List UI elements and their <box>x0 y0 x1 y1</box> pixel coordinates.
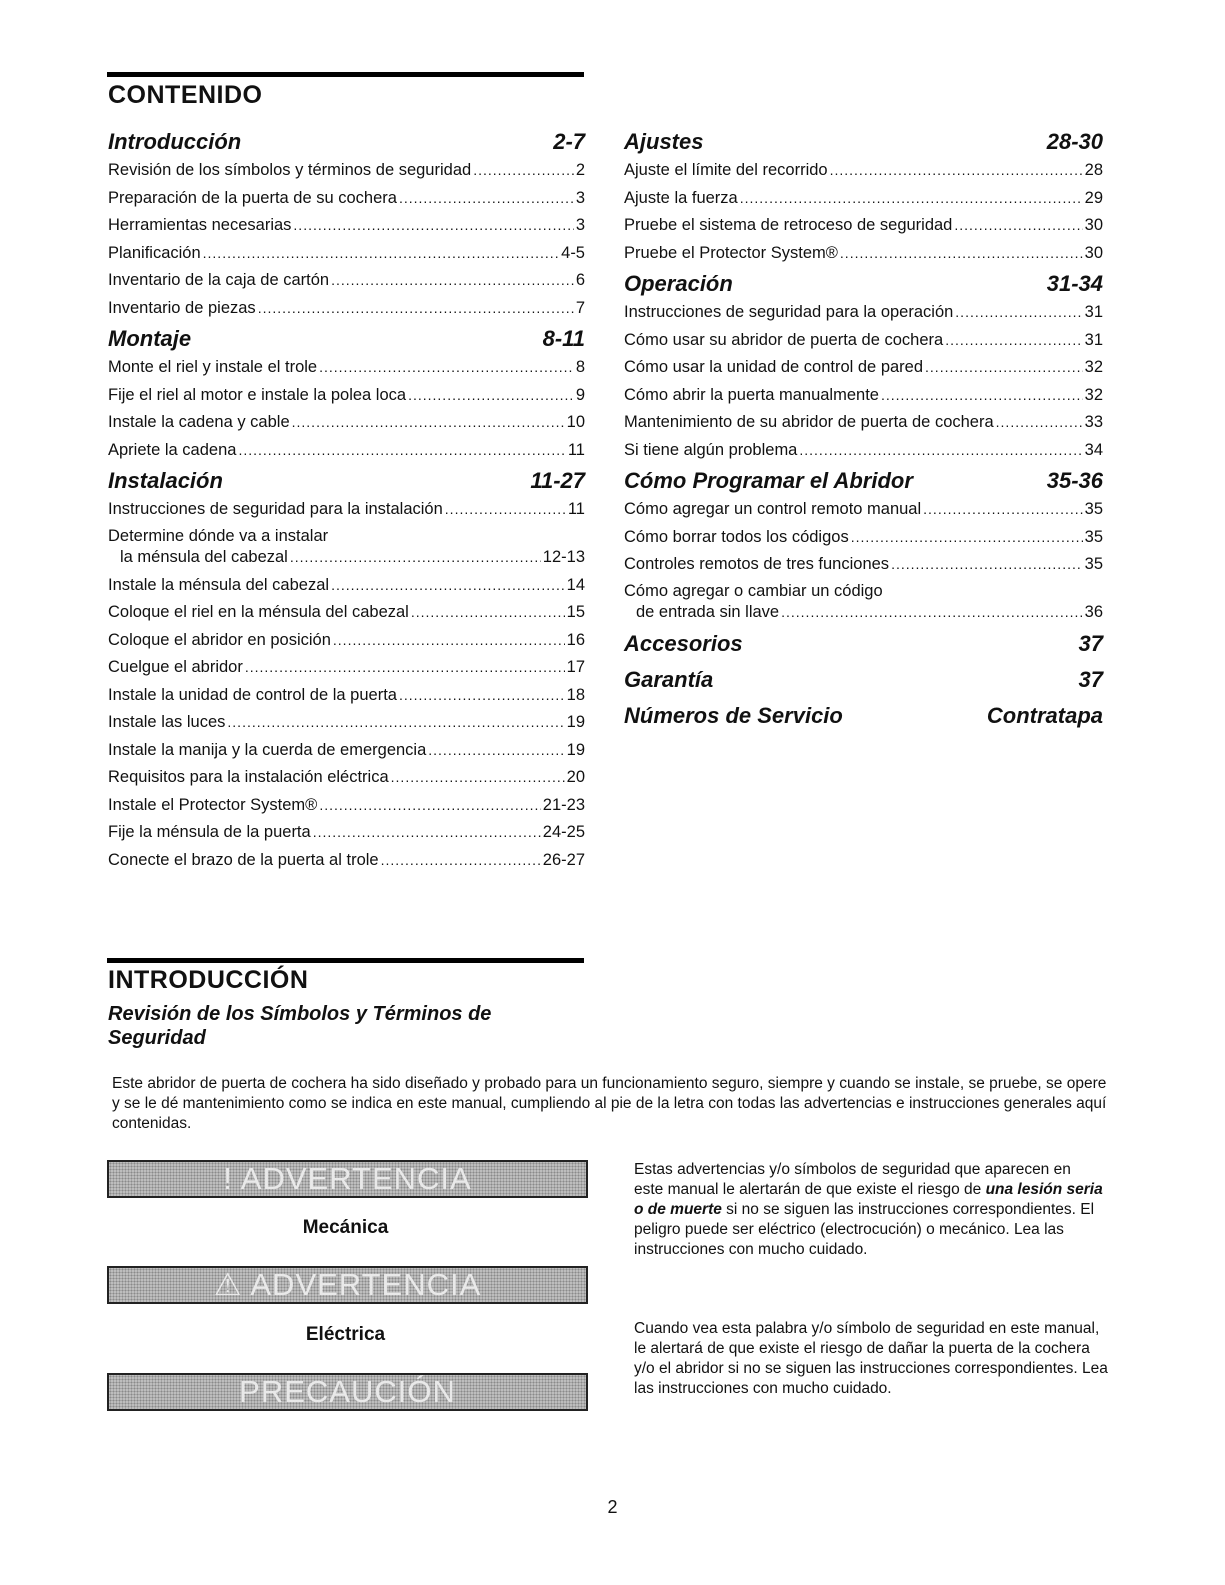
toc-entry <box>624 496 1103 524</box>
toc-section-title: Operación <box>624 271 733 296</box>
warning-text-emphasis: una lesión seria o de muerte <box>634 1181 1103 1218</box>
toc-entry <box>108 847 585 875</box>
toc-entry-label: Coloque el riel en la ménsula del cabezal <box>108 603 409 621</box>
warning-explanation <box>634 1160 1104 1260</box>
toc-entry-page: 36 <box>1084 602 1103 621</box>
toc-entry-page: 24-25 <box>542 823 585 841</box>
toc-section-pages: 37 <box>1078 630 1103 656</box>
toc-entry-page: 31 <box>1084 330 1103 349</box>
toc-entry-page: 12-13 <box>542 547 585 566</box>
toc-entry <box>108 496 585 524</box>
toc-section-title: Números de Servicio <box>624 702 843 728</box>
toc-leader-dots <box>891 551 1083 579</box>
toc-leader-dots <box>399 185 574 213</box>
toc-entry-page: 7 <box>575 298 585 317</box>
toc-entry <box>624 437 1103 465</box>
toc-leader-dots <box>473 157 574 185</box>
toc-entry-label: Cómo usar su abridor de puerta de cochera <box>624 330 944 349</box>
toc-entry-label: Si tiene algún problema <box>624 440 798 459</box>
toc-entry <box>108 295 585 323</box>
toc-entry-page: 29 <box>1084 188 1103 207</box>
toc-leader-dots <box>996 409 1083 437</box>
toc-section-title: Garantía <box>624 666 714 692</box>
toc-entry-page: 20 <box>566 768 585 786</box>
toc-leader-dots <box>781 602 1083 623</box>
toc-leader-dots <box>411 599 565 627</box>
toc-leader-dots <box>319 354 574 382</box>
toc-entry-label: Instrucciones de seguridad para la instalación <box>108 500 443 518</box>
toc-entry-page: 9 <box>575 385 585 404</box>
toc-section-heading <box>108 466 585 496</box>
toc-entry-page: 16 <box>566 630 585 649</box>
toc-section-pages: 35-36 <box>1046 468 1103 493</box>
toc-entry-label: Controles remotos de tres funciones <box>624 555 890 573</box>
toc-section-heading <box>624 127 1103 157</box>
toc-leader-dots <box>391 764 565 792</box>
toc-entry <box>624 185 1103 213</box>
toc-left-column <box>108 125 585 874</box>
toc-entry-page: 18 <box>566 685 585 704</box>
toc-entry <box>108 819 585 847</box>
toc-entry-label: Instale el Protector System® <box>108 795 318 814</box>
toc-entry <box>108 572 585 600</box>
toc-entry-label: Instale las luces <box>108 713 226 731</box>
toc-section-heading <box>624 629 1103 659</box>
toc-entry-label: Cómo usar la unidad de control de pared <box>624 358 924 376</box>
toc-leader-dots <box>290 547 541 568</box>
toc-section-pages: 8-11 <box>542 326 585 351</box>
page-number: 2 <box>607 1497 618 1517</box>
toc-section-title: Cómo Programar el Abridor <box>624 468 913 493</box>
toc-entry-page: 33 <box>1084 413 1103 431</box>
toc-entry-label: Instale la manija y la cuerda de emergencia <box>108 740 427 759</box>
toc-entry-page: 4-5 <box>561 243 585 262</box>
toc-entry <box>108 185 585 213</box>
toc-section-pages: 2-7 <box>553 129 585 154</box>
toc-leader-dots <box>740 185 1083 213</box>
toc-entry-page: 15 <box>566 603 585 621</box>
toc-entry <box>624 551 1103 579</box>
toc-leader-dots <box>258 295 574 323</box>
toc-entry <box>108 764 585 792</box>
toc-leader-dots <box>955 299 1082 327</box>
toc-entry-page: 8 <box>575 358 585 376</box>
toc-entry-label: Planificación <box>108 243 201 262</box>
toc-leader-dots <box>851 524 1083 552</box>
toc-leader-dots <box>408 382 574 410</box>
toc-leader-dots <box>925 354 1083 382</box>
toc-entry-label: la ménsula del cabezal <box>120 547 288 566</box>
toc-entry-label: Instale la ménsula del cabezal <box>108 575 330 594</box>
toc-entry <box>108 709 585 737</box>
toc-leader-dots <box>292 409 565 437</box>
toc-entry-label: Cómo borrar todos los códigos <box>624 527 849 546</box>
toc-section-pages: Contratapa <box>986 702 1103 728</box>
toc-entry <box>108 409 585 437</box>
toc-entry-label: Cómo agregar un control remoto manual <box>624 500 922 518</box>
toc-entry <box>108 792 585 820</box>
toc-heading: CONTENIDO <box>108 81 263 109</box>
toc-top-rule <box>107 72 584 77</box>
toc-entry-line2 <box>108 547 585 568</box>
toc-section-title: Introducción <box>108 129 242 154</box>
toc-entry-page: 28 <box>1084 161 1103 179</box>
toc-entry-label: Pruebe el Protector System® <box>624 243 838 262</box>
toc-entry-page: 32 <box>1084 358 1103 376</box>
toc-entry-label: de entrada sin llave <box>636 602 780 621</box>
toc-entry-page: 10 <box>566 413 585 431</box>
toc-entry <box>108 737 585 765</box>
toc-entry-label: Cuelgue el abridor <box>108 658 243 676</box>
toc-entry <box>624 409 1103 437</box>
toc-leader-dots <box>331 267 574 295</box>
intro-subheading: Revisión de los Símbolos y Términos de Seguridad <box>108 1003 492 1049</box>
toc-entry <box>624 157 1103 185</box>
toc-entry-page: 30 <box>1084 243 1103 262</box>
toc-section-title: Accesorios <box>624 630 743 656</box>
toc-section-title: Instalación <box>108 468 223 493</box>
toc-leader-dots <box>381 847 541 875</box>
toc-entry-label: Requisitos para la instalación eléctrica <box>108 768 389 786</box>
toc-entry-page: 11 <box>567 440 585 459</box>
toc-leader-dots <box>428 737 564 765</box>
toc-entry-label: Instale la cadena y cable <box>108 413 290 431</box>
toc-section-heading <box>624 269 1103 299</box>
toc-entry <box>108 654 585 682</box>
intro-heading: INTRODUCCIÓN <box>108 966 309 994</box>
toc-section-pages: 31-34 <box>1046 271 1103 296</box>
toc-leader-dots <box>238 437 565 465</box>
toc-entry <box>108 627 585 655</box>
toc-entry-label: Instrucciones de seguridad para la operación <box>624 303 954 321</box>
toc-section-heading <box>624 466 1103 496</box>
toc-entry <box>624 382 1103 410</box>
warning-text-after: si no se siguen las instrucciones correspondientes. El peligro puede ser eléctrico (electrocución) o mecánico. Lea las instrucciones con mucho cuidado. <box>634 1201 1095 1258</box>
toc-entry-label: Preparación de la puerta de su cochera <box>108 188 397 207</box>
toc-entry-label: Herramientas necesarias <box>108 216 292 234</box>
toc-entry <box>108 267 585 295</box>
intro-top-rule <box>107 958 584 963</box>
toc-entry-line2 <box>624 602 1103 623</box>
toc-entry <box>108 682 585 710</box>
toc-leader-dots <box>799 437 1082 465</box>
toc-section-pages: 37 <box>1078 666 1103 692</box>
toc-section-pages: 28-30 <box>1046 129 1103 154</box>
toc-section-title: Montaje <box>108 326 192 351</box>
intro-paragraph: Este abridor de puerta de cochera ha sido diseñado y probado para un funcionamiento seguro, siempre y cuando se instale, se pruebe, se opere y se le dé mantenimiento como se indica en este manual, cumpliendo al pie de la letra con todas las advertencias e instrucciones generales aquí contenidas. <box>112 1075 1107 1132</box>
toc-entry-page: 35 <box>1084 527 1103 546</box>
toc-entry <box>108 157 585 185</box>
toc-entry <box>108 382 585 410</box>
toc-entry-label: Apriete la cadena <box>108 440 237 459</box>
toc-section-heading <box>108 127 585 157</box>
caution-explanation: Cuando vea esta palabra y/o símbolo de seguridad en este manual, le alertará de que existe el riesgo de dañar la puerta de la cochera y/o el abridor si no se siguen las instrucciones correspondientes. Lea las instrucciones con mucho cuidado. <box>634 1320 1108 1397</box>
toc-entry <box>624 212 1103 240</box>
toc-entry-page: 3 <box>575 216 585 234</box>
toc-entry-label: Inventario de piezas <box>108 298 256 317</box>
toc-entry-page: 32 <box>1084 385 1103 404</box>
toc-leader-dots <box>830 157 1083 185</box>
toc-leader-dots <box>840 240 1083 268</box>
toc-entry <box>108 437 585 465</box>
toc-leader-dots <box>313 819 541 847</box>
toc-entry-page: 19 <box>566 740 585 759</box>
toc-entry-label: Ajuste la fuerza <box>624 188 738 207</box>
toc-entry <box>108 354 585 382</box>
toc-leader-dots <box>399 682 565 710</box>
toc-entry-label: Revisión de los símbolos y términos de seguridad <box>108 161 472 179</box>
toc-leader-dots <box>923 496 1082 524</box>
toc-leader-dots <box>245 654 565 682</box>
toc-entry <box>624 240 1103 268</box>
toc-leader-dots <box>319 792 540 820</box>
toc-entry-line1: Determine dónde va a instalar <box>108 526 329 545</box>
toc-entry-page: 30 <box>1084 216 1103 234</box>
toc-leader-dots <box>945 327 1082 355</box>
toc-entry-label: Inventario de la caja de cartón <box>108 271 330 289</box>
toc-entry-page: 6 <box>575 271 585 289</box>
toc-section-title: Ajustes <box>624 129 704 154</box>
toc-entry-page: 35 <box>1084 500 1103 518</box>
toc-entry-page: 31 <box>1084 303 1103 321</box>
toc-entry <box>624 581 1103 623</box>
toc-leader-dots <box>881 382 1083 410</box>
toc-entry <box>624 327 1103 355</box>
toc-entry-page: 35 <box>1084 555 1103 573</box>
toc-entry-label: Ajuste el límite del recorrido <box>624 161 828 179</box>
toc-section-heading <box>624 701 1103 731</box>
toc-entry-label: Cómo abrir la puerta manualmente <box>624 385 879 404</box>
toc-entry <box>108 240 585 268</box>
toc-entry-label: Coloque el abridor en posición <box>108 630 331 649</box>
toc-entry-page: 34 <box>1084 440 1103 459</box>
toc-entry-page: 19 <box>566 713 585 731</box>
toc-entry-label: Fije la ménsula de la puerta <box>108 823 311 841</box>
warning-banner-electrical: ⚠ ADVERTENCIA <box>107 1266 588 1304</box>
toc-leader-dots <box>954 212 1082 240</box>
toc-entry-label: Conecte el brazo de la puerta al trole <box>108 850 379 869</box>
toc-leader-dots <box>333 627 565 655</box>
toc-leader-dots <box>331 572 565 600</box>
toc-entry-label: Fije el riel al motor e instale la polea loca <box>108 385 407 404</box>
warning-banner-mechanical: ! ADVERTENCIA <box>107 1160 588 1198</box>
toc-right-column <box>624 125 1103 731</box>
banner-caption-electrical: Eléctrica <box>305 1324 386 1345</box>
warning-text-before: Estas advertencias y/o símbolos de seguridad que aparecen en este manual le alertarán de que existe el riesgo de <box>634 1161 1071 1198</box>
toc-entry <box>624 354 1103 382</box>
toc-entry <box>108 212 585 240</box>
toc-leader-dots <box>203 240 560 268</box>
banner-caption-mechanical: Mecánica <box>302 1217 389 1238</box>
toc-section-pages: 11-27 <box>530 468 585 493</box>
toc-entry <box>624 524 1103 552</box>
toc-entry <box>108 599 585 627</box>
toc-section-heading <box>624 665 1103 695</box>
caution-banner: PRECAUCIÓN <box>107 1373 588 1411</box>
toc-entry-page: 14 <box>566 575 585 594</box>
toc-entry-label: Monte el riel y instale el trole <box>108 358 318 376</box>
toc-entry-page: 3 <box>575 188 585 207</box>
toc-entry-page: 21-23 <box>542 795 585 814</box>
toc-entry-page: 11 <box>567 500 585 518</box>
toc-entry-page: 26-27 <box>542 850 585 869</box>
toc-leader-dots <box>445 496 566 524</box>
toc-entry-label: Instale la unidad de control de la puerta <box>108 685 397 704</box>
toc-entry-label: Pruebe el sistema de retroceso de seguridad <box>624 216 953 234</box>
toc-section-heading <box>108 324 585 354</box>
toc-entry <box>108 526 585 568</box>
toc-entry-line1: Cómo agregar o cambiar un código <box>624 581 883 600</box>
toc-leader-dots <box>227 709 564 737</box>
toc-entry-page: 17 <box>566 658 585 676</box>
toc-entry <box>624 299 1103 327</box>
toc-leader-dots <box>293 212 573 240</box>
toc-entry-label: Mantenimiento de su abridor de puerta de cochera <box>624 413 994 431</box>
toc-entry-page: 2 <box>575 161 585 179</box>
